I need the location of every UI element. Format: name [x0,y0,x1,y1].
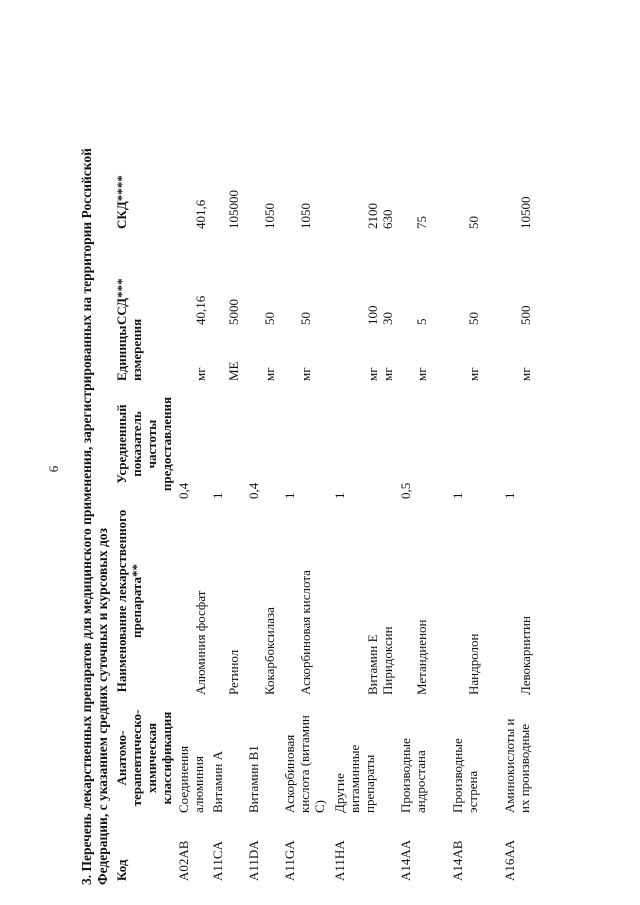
row-atc: Аскорбиновая кислота (витамин C) [282,715,327,813]
page-number: 6 [46,465,61,473]
row-frequency: 1 [332,492,347,499]
row-ssd: 40,16 [193,295,208,325]
row-ssd: 50 [298,312,313,325]
row-ssd: 50 [466,312,481,325]
row-frequency: 0,4 [176,482,191,499]
row-atc: Витамин A [210,750,225,813]
row-drug: Аскорбиновая кислота [298,570,313,695]
header-atc: Анатомо-терапевтическо-химическая классификация [114,709,174,807]
row-skd: 1050 [298,203,313,229]
table-row [332,95,398,885]
row-frequency: 1 [450,492,465,499]
row-atc: Аминокислоты и их производные [502,718,532,813]
header-ssd: ССД*** [114,278,129,325]
row-drug: Кокарбоксилаза [262,607,277,695]
row-drug: Левокарнитин [518,616,533,695]
row-drug: Ретинол [226,649,241,695]
table-row [176,95,210,885]
row-code: A11DA [246,840,261,881]
row-unit: мг [298,367,313,381]
row-skd: 75 [414,216,429,229]
row-unit: мг [262,367,277,381]
row-atc: Производные андростана [398,738,428,813]
row-code: A16AA [502,839,517,881]
row-frequency: 1 [210,492,225,499]
header-unit: Единицы измерения [114,318,144,381]
drug-table [114,95,552,885]
row-atc: Соединения алюминия [176,745,206,813]
row-atc: Другие витаминные препараты [332,744,377,813]
row-frequency: 1 [502,492,517,499]
row-code: A14AA [398,839,413,881]
row-drug: Алюминия фосфат [193,590,208,695]
row-code: A02AB [176,840,191,881]
table-row [502,95,552,885]
table-row [282,95,332,885]
row-skd: 105000 [226,190,241,229]
row-frequency: 0,4 [246,482,261,499]
row-frequency: 0,5 [398,482,413,499]
row-skd: 2100 630 [365,203,395,229]
row-code: A14AB [450,840,465,881]
row-ssd: 500 [518,305,533,325]
row-code: A11CA [210,841,225,881]
table-row [450,95,502,885]
row-unit: мг [193,367,208,381]
row-unit: МЕ [226,361,241,381]
row-ssd: 5 [414,318,429,325]
row-ssd: 5000 [226,299,241,325]
row-skd: 50 [466,216,481,229]
row-unit: мг [414,367,429,381]
header-drug: Наименование лекарственного препарата** [114,509,144,693]
row-frequency: 1 [282,492,297,499]
table-row [398,95,450,885]
table-row [246,95,282,885]
header-code: Код [114,859,129,881]
row-drug: Нандролон [466,633,481,695]
row-skd: 1050 [262,203,277,229]
row-drug: Витамин E Пиридоксин [365,626,395,695]
row-code: A11HA [332,840,347,881]
row-drug: Метандиенон [414,619,429,695]
header-skd: СКД**** [114,175,129,229]
row-ssd: 100 30 [365,305,395,325]
row-skd: 10500 [518,196,533,229]
section-title: 3. Перечень лекарственных препаратов для медицинского применения, зарегистрированных на территории Российской Федерации, с указанием средних суточных и курсовых доз [79,148,110,885]
table-row [210,95,246,885]
row-unit: мг [466,367,481,381]
table-header-row [114,95,176,885]
row-code: A11GA [282,840,297,881]
rotated-page-content [79,95,639,885]
header-frequency: Усредненный показатель частоты предоставления [114,396,174,492]
row-skd: 401,6 [193,199,208,229]
row-ssd: 50 [262,312,277,325]
row-unit: мг [518,367,533,381]
row-atc: Витамин B1 [246,745,261,813]
row-atc: Производные эстрена [450,738,480,813]
row-unit: мг мг [365,367,395,381]
